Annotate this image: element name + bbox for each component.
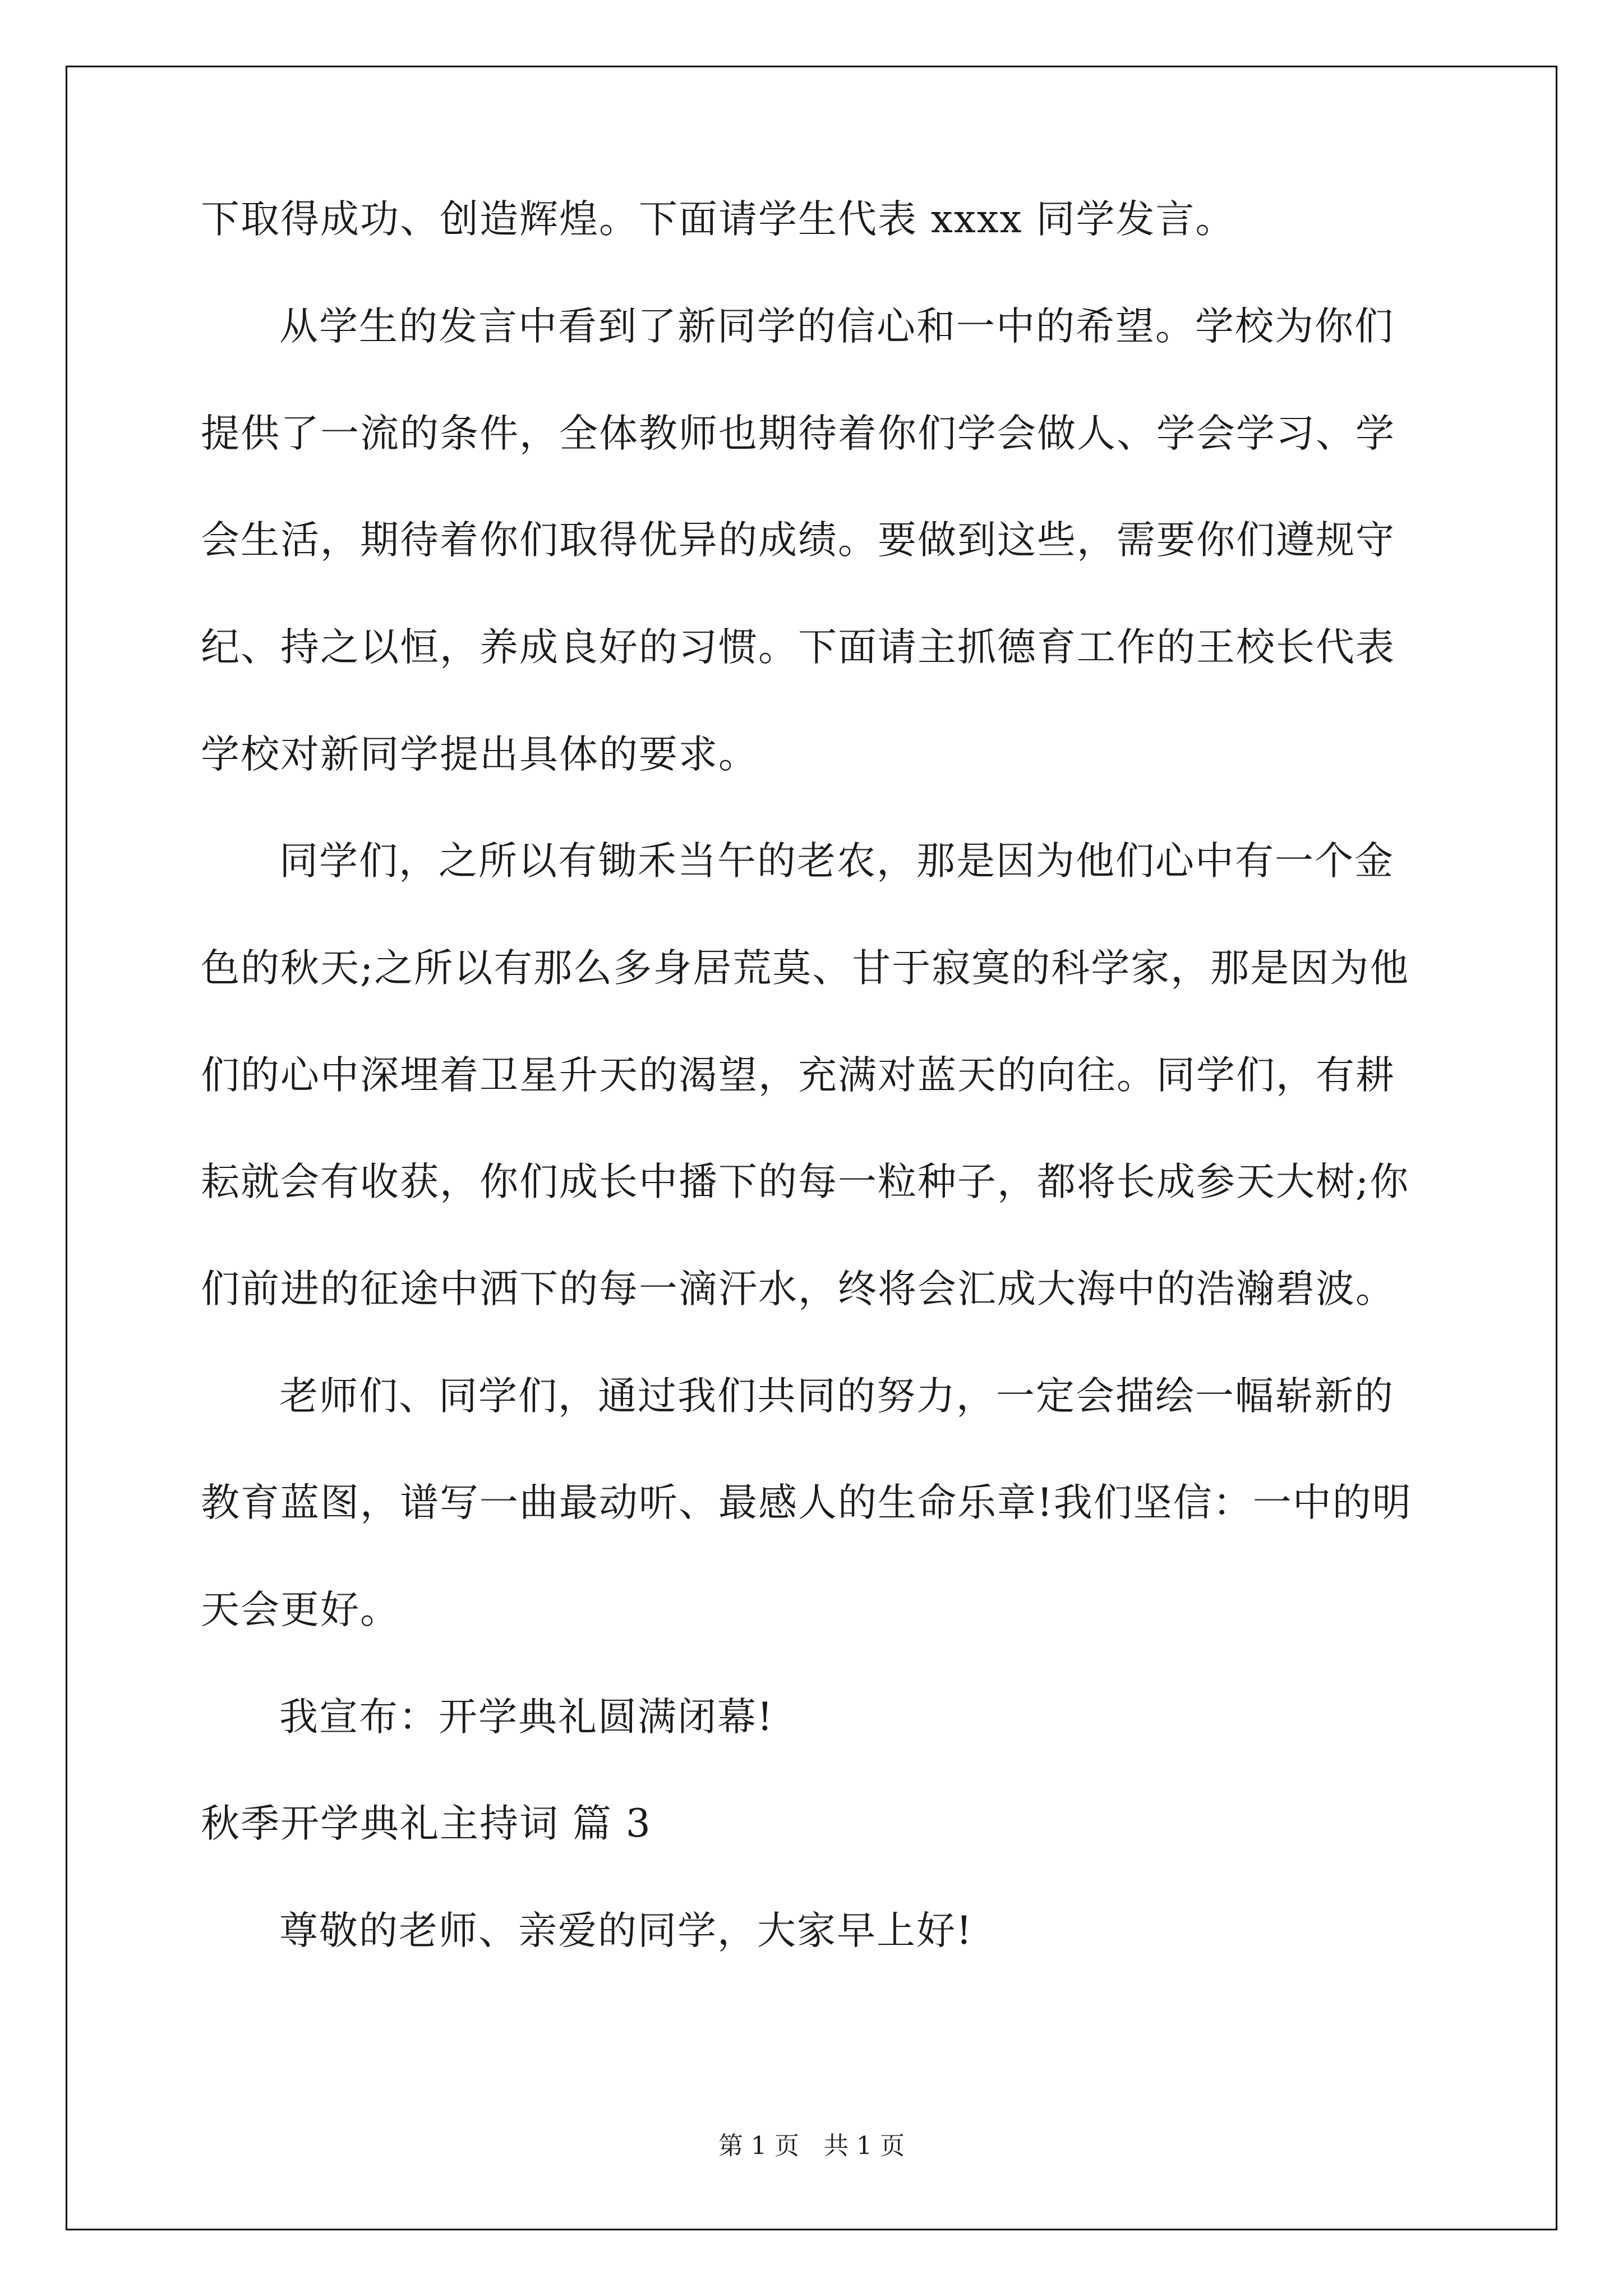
text-line: 们前进的征途中洒下的每一滴汗水，终将会汇成大海中的浩瀚碧波。 [201,1267,1395,1312]
text-line: 学校对新同学提出具体的要求。 [201,732,758,777]
text-line: 天会更好。 [201,1588,400,1632]
paragraph-first-line: 同学们，之所以有锄禾当午的老农，那是因为他们心中有一个金 [279,839,1394,884]
text-line: 色的秋天;之所以有那么多身居荒莫、甘于寂寞的科学家，那是因为他 [201,946,1410,991]
text-line: 教育蓝图，谱写一曲最动听、最感人的生命乐章!我们坚信：一中的明 [201,1480,1412,1525]
paragraph-first-line: 老师们、同学们，通过我们共同的努力，一定会描绘一幅崭新的 [279,1374,1394,1419]
paragraph-first-line: 从学生的发言中看到了新同学的信心和一中的希望。学校为你们 [279,304,1394,349]
text-line: 会生活，期待着你们取得优异的成绩。要做到这些，需要你们遵规守 [201,518,1395,563]
text-line: 下取得成功、创造辉煌。下面请学生代表 xxxx 同学发言。 [201,197,1235,242]
text-line: 纪、持之以恒，养成良好的习惯。下面请主抓德育工作的王校长代表 [201,625,1395,670]
section-heading: 秋季开学典礼主持词 篇 3 [201,1801,652,1846]
page-border [66,66,1557,2230]
text-line: 耘就会有收获，你们成长中播下的每一粒种子，都将长成参天大树;你 [201,1159,1410,1204]
paragraph-first-line: 我宣布：开学典礼圆满闭幕! [279,1695,774,1740]
text-line: 提供了一流的条件，全体教师也期待着你们学会做人、学会学习、学 [201,411,1395,456]
page-footer: 第 1 页 共 1 页 [718,2132,905,2160]
paragraph-first-line: 尊敬的老师、亲爱的同学，大家早上好! [279,1908,973,1953]
text-line: 们的心中深埋着卫星升天的渴望，充满对蓝天的向往。同学们，有耕 [201,1053,1395,1098]
